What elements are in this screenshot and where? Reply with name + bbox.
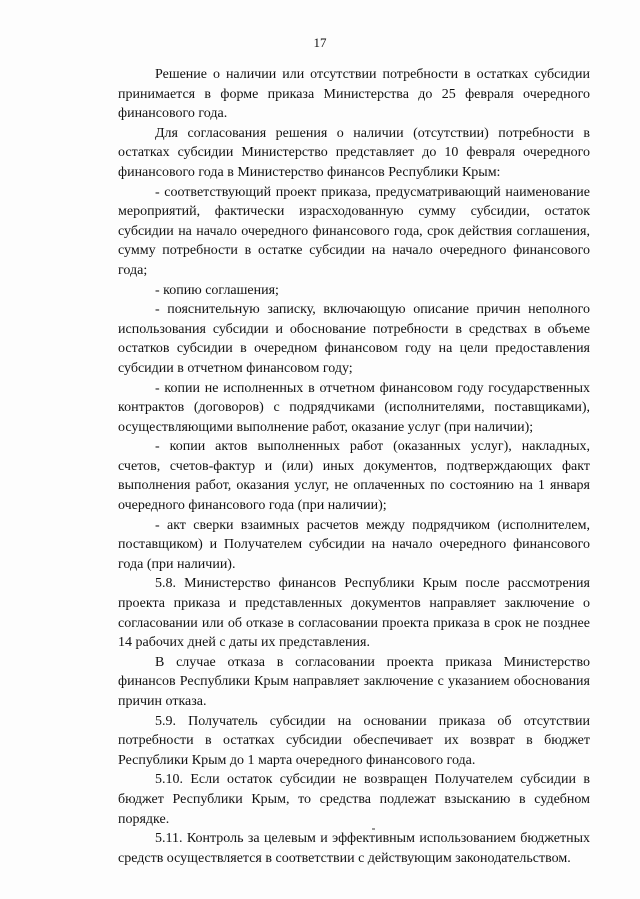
paragraph: Решение о наличии или отсутствии потребности в остатках субсидии принимается в форме приказа Министерства до 25 февраля очередного финансового года.: [118, 67, 590, 122]
clause-5-11: 5.11. Контроль за целевым и эффективным использованием бюджетных средств осуществляется в соответствии с действующим законодательством.: [118, 831, 590, 866]
clause-5-9: 5.9. Получатель субсидии на основании приказа об отсутствии потребности в остатках субсидии обеспечивает их возврат в бюджет Республики Крым до 1 марта очередного финансового года.: [118, 713, 590, 768]
list-item: - соответствующий проект приказа, предусматривающий наименование мероприятий, фактически израсходованную сумму субсидии, остаток субсидии на начало очередного финансового года, срок действия соглашения, сумму потребности в остатке субсидии на начало очередного финансового года;: [118, 184, 590, 278]
list-item: - копии актов выполненных работ (оказанных услуг), накладных, счетов, счетов-фактур и (или) иных документов, подтверждающих факт выполнения работ, оказания услуг, не оплаченных по состоянию на 1 января очередного финансового года (при наличии);: [118, 439, 590, 514]
scan-speck: [372, 828, 375, 830]
list-item: - копию соглашения;: [155, 282, 279, 298]
paragraph: Для согласования решения о наличии (отсутствии) потребности в остатках субсидии Министерство представляет до 10 февраля очередного финансового года в Министерство финансов Республики Крым:: [118, 125, 590, 180]
list-item: - пояснительную записку, включающую описание причин неполного использования субсидии и обоснование потребности в средствах в объеме остатков субсидии в очередном финансовом году на цели предоставления субсидии в отчетном финансовом году;: [118, 302, 590, 376]
page-number: 17: [313, 35, 327, 50]
paragraph: В случае отказа в согласовании проекта приказа Министерство финансов Республики Крым направляет заключение с указанием обоснования причин отказа.: [118, 654, 590, 709]
list-item: - акт сверки взаимных расчетов между подрядчиком (исполнителем, поставщиком) и Получателем субсидии на начало очередного финансового года (при наличии).: [118, 517, 590, 572]
list-item: - копии не исполненных в отчетном финансовом году государственных контрактов (договоров) с подрядчиками (исполнителями, поставщиками), осуществляющими выполнение работ, оказание услуг (при наличии);: [118, 380, 590, 435]
clause-5-8: 5.8. Министерство финансов Республики Крым после рассмотрения проекта приказа и представленных документов направляет заключение о согласовании или об отказе в согласовании проекта приказа в срок не позднее 14 рабочих дней с даты их представления.: [118, 576, 590, 651]
clause-5-10: 5.10. Если остаток субсидии не возвращен Получателем субсидии в бюджет Республики Крым, то средства подлежат взысканию в судебном порядке.: [118, 772, 590, 827]
document-body: [118, 65, 590, 868]
